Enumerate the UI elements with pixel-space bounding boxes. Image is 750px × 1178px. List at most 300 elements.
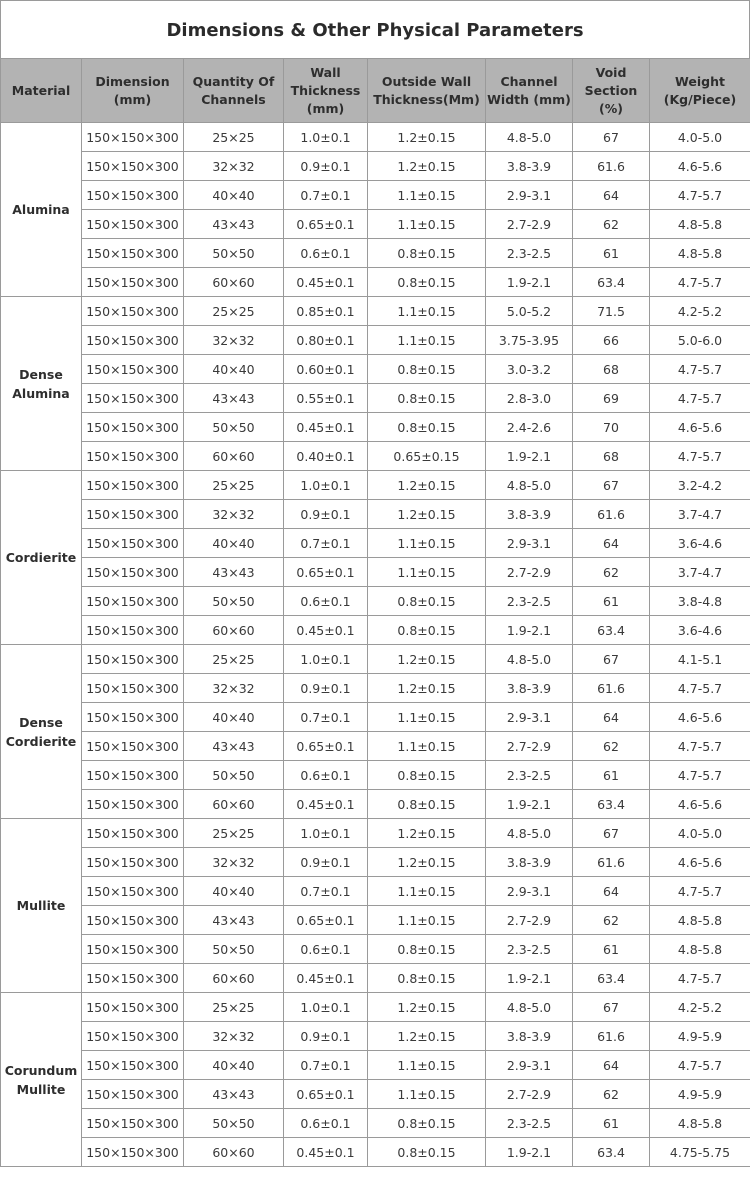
header-channel-width bbox=[486, 59, 573, 123]
table-row bbox=[1, 471, 750, 500]
channel-quantity-cell: 25×25 bbox=[184, 645, 284, 674]
header-dimension-unit: (mm) bbox=[113, 91, 152, 107]
table-row bbox=[1, 413, 750, 442]
channel-quantity-cell: 40×40 bbox=[184, 1051, 284, 1080]
outside-wall-cell: 1.2±0.15 bbox=[368, 674, 486, 703]
header-wall-thickness bbox=[284, 59, 368, 123]
void-section-cell: 64 bbox=[573, 703, 650, 732]
weight-cell: 4.7-5.7 bbox=[650, 877, 750, 906]
dimension-cell: 150×150×300 bbox=[82, 1022, 184, 1051]
table-row bbox=[1, 500, 750, 529]
channel-width-cell: 4.8-5.0 bbox=[486, 123, 573, 152]
weight-cell: 4.2-5.2 bbox=[650, 993, 750, 1022]
dimension-cell: 150×150×300 bbox=[82, 297, 184, 326]
weight-cell: 4.9-5.9 bbox=[650, 1080, 750, 1109]
weight-cell: 4.7-5.7 bbox=[650, 268, 750, 297]
channel-quantity-cell: 25×25 bbox=[184, 471, 284, 500]
wall-thickness-cell: 0.9±0.1 bbox=[284, 848, 368, 877]
channel-width-cell: 2.8-3.0 bbox=[486, 384, 573, 413]
material-cell bbox=[1, 297, 82, 471]
weight-cell: 4.6-5.6 bbox=[650, 413, 750, 442]
wall-thickness-cell: 0.9±0.1 bbox=[284, 1022, 368, 1051]
channel-quantity-cell: 60×60 bbox=[184, 964, 284, 993]
void-section-cell: 64 bbox=[573, 181, 650, 210]
wall-thickness-cell: 0.7±0.1 bbox=[284, 1051, 368, 1080]
channel-width-cell: 4.8-5.0 bbox=[486, 471, 573, 500]
channel-quantity-cell: 32×32 bbox=[184, 674, 284, 703]
table-row bbox=[1, 384, 750, 413]
material-cell bbox=[1, 645, 82, 819]
channel-quantity-cell: 32×32 bbox=[184, 848, 284, 877]
page-title: Dimensions & Other Physical Parameters bbox=[0, 0, 750, 59]
channel-width-cell: 1.9-2.1 bbox=[486, 964, 573, 993]
void-section-cell: 61 bbox=[573, 587, 650, 616]
outside-wall-cell: 1.1±0.15 bbox=[368, 181, 486, 210]
void-section-cell: 71.5 bbox=[573, 297, 650, 326]
channel-width-cell: 2.7-2.9 bbox=[486, 906, 573, 935]
header-material-line: Material bbox=[11, 82, 71, 98]
outside-wall-cell: 1.2±0.15 bbox=[368, 848, 486, 877]
void-section-cell: 63.4 bbox=[573, 964, 650, 993]
table-row bbox=[1, 442, 750, 471]
header-outside-wall bbox=[368, 59, 486, 123]
material-name: Dense bbox=[19, 714, 63, 730]
table-row bbox=[1, 1051, 750, 1080]
channel-quantity-cell: 25×25 bbox=[184, 297, 284, 326]
channel-quantity-cell: 32×32 bbox=[184, 152, 284, 181]
wall-thickness-cell: 0.45±0.1 bbox=[284, 616, 368, 645]
void-section-cell: 70 bbox=[573, 413, 650, 442]
dimension-cell: 150×150×300 bbox=[82, 413, 184, 442]
void-section-cell: 61.6 bbox=[573, 500, 650, 529]
wall-thickness-cell: 0.7±0.1 bbox=[284, 181, 368, 210]
outside-wall-cell: 1.1±0.15 bbox=[368, 210, 486, 239]
weight-cell: 4.0-5.0 bbox=[650, 819, 750, 848]
wall-thickness-cell: 0.6±0.1 bbox=[284, 587, 368, 616]
weight-cell: 4.8-5.8 bbox=[650, 906, 750, 935]
channel-width-cell: 2.7-2.9 bbox=[486, 1080, 573, 1109]
channel-quantity-cell: 40×40 bbox=[184, 877, 284, 906]
wall-thickness-cell: 1.0±0.1 bbox=[284, 123, 368, 152]
outside-wall-cell: 1.2±0.15 bbox=[368, 645, 486, 674]
header-channel-width-unit: Width (mm) bbox=[487, 91, 571, 107]
outside-wall-cell: 0.8±0.15 bbox=[368, 1138, 486, 1167]
channel-quantity-cell: 32×32 bbox=[184, 1022, 284, 1051]
void-section-cell: 68 bbox=[573, 355, 650, 384]
channel-quantity-cell: 40×40 bbox=[184, 355, 284, 384]
dimension-cell: 150×150×300 bbox=[82, 819, 184, 848]
table-row bbox=[1, 790, 750, 819]
void-section-cell: 68 bbox=[573, 442, 650, 471]
weight-cell: 4.1-5.1 bbox=[650, 645, 750, 674]
wall-thickness-cell: 0.45±0.1 bbox=[284, 790, 368, 819]
void-section-cell: 63.4 bbox=[573, 790, 650, 819]
dimension-cell: 150×150×300 bbox=[82, 326, 184, 355]
dimension-cell: 150×150×300 bbox=[82, 152, 184, 181]
void-section-cell: 61 bbox=[573, 1109, 650, 1138]
void-section-cell: 62 bbox=[573, 210, 650, 239]
dimension-cell: 150×150×300 bbox=[82, 181, 184, 210]
table-row bbox=[1, 210, 750, 239]
weight-cell: 4.7-5.7 bbox=[650, 384, 750, 413]
channel-quantity-cell: 43×43 bbox=[184, 210, 284, 239]
dimension-cell: 150×150×300 bbox=[82, 877, 184, 906]
dimension-cell: 150×150×300 bbox=[82, 674, 184, 703]
weight-cell: 4.75-5.75 bbox=[650, 1138, 750, 1167]
wall-thickness-cell: 0.45±0.1 bbox=[284, 268, 368, 297]
material-name: Cordierite bbox=[5, 733, 77, 749]
dimension-cell: 150×150×300 bbox=[82, 384, 184, 413]
void-section-cell: 67 bbox=[573, 123, 650, 152]
table-row bbox=[1, 529, 750, 558]
dimension-cell: 150×150×300 bbox=[82, 587, 184, 616]
outside-wall-cell: 1.2±0.15 bbox=[368, 819, 486, 848]
channel-quantity-cell: 43×43 bbox=[184, 384, 284, 413]
channel-width-cell: 1.9-2.1 bbox=[486, 790, 573, 819]
table-row bbox=[1, 181, 750, 210]
channel-width-cell: 1.9-2.1 bbox=[486, 268, 573, 297]
header-weight bbox=[650, 59, 750, 123]
wall-thickness-cell: 0.7±0.1 bbox=[284, 877, 368, 906]
outside-wall-cell: 1.1±0.15 bbox=[368, 906, 486, 935]
header-channel-width-line: Channel bbox=[500, 73, 558, 89]
outside-wall-cell: 1.1±0.15 bbox=[368, 703, 486, 732]
channel-width-cell: 2.7-2.9 bbox=[486, 732, 573, 761]
dimension-cell: 150×150×300 bbox=[82, 123, 184, 152]
channel-width-cell: 2.9-3.1 bbox=[486, 703, 573, 732]
channel-quantity-cell: 25×25 bbox=[184, 993, 284, 1022]
channel-quantity-cell: 43×43 bbox=[184, 906, 284, 935]
weight-cell: 4.7-5.7 bbox=[650, 355, 750, 384]
table-row bbox=[1, 1022, 750, 1051]
void-section-cell: 67 bbox=[573, 819, 650, 848]
table-row bbox=[1, 993, 750, 1022]
material-name: Cordierite bbox=[5, 550, 77, 565]
channel-width-cell: 2.9-3.1 bbox=[486, 529, 573, 558]
void-section-cell: 61.6 bbox=[573, 152, 650, 181]
channel-quantity-cell: 50×50 bbox=[184, 935, 284, 964]
weight-cell: 4.6-5.6 bbox=[650, 703, 750, 732]
channel-width-cell: 1.9-2.1 bbox=[486, 1138, 573, 1167]
outside-wall-cell: 1.1±0.15 bbox=[368, 1080, 486, 1109]
channel-quantity-cell: 32×32 bbox=[184, 500, 284, 529]
table-row bbox=[1, 1080, 750, 1109]
wall-thickness-cell: 1.0±0.1 bbox=[284, 471, 368, 500]
weight-cell: 4.8-5.8 bbox=[650, 239, 750, 268]
table-row bbox=[1, 616, 750, 645]
weight-cell: 4.7-5.7 bbox=[650, 442, 750, 471]
header-wall-thickness-line: Wall bbox=[310, 64, 341, 80]
void-section-cell: 61.6 bbox=[573, 674, 650, 703]
channel-width-cell: 3.8-3.9 bbox=[486, 848, 573, 877]
wall-thickness-cell: 0.6±0.1 bbox=[284, 935, 368, 964]
channel-quantity-cell: 40×40 bbox=[184, 703, 284, 732]
weight-cell: 4.9-5.9 bbox=[650, 1022, 750, 1051]
outside-wall-cell: 0.8±0.15 bbox=[368, 384, 486, 413]
channel-width-cell: 1.9-2.1 bbox=[486, 442, 573, 471]
outside-wall-cell: 0.8±0.15 bbox=[368, 587, 486, 616]
header-quantity-line: Channels bbox=[201, 91, 266, 107]
wall-thickness-cell: 1.0±0.1 bbox=[284, 819, 368, 848]
wall-thickness-cell: 0.9±0.1 bbox=[284, 674, 368, 703]
outside-wall-cell: 0.8±0.15 bbox=[368, 790, 486, 819]
outside-wall-cell: 0.8±0.15 bbox=[368, 355, 486, 384]
wall-thickness-cell: 0.7±0.1 bbox=[284, 703, 368, 732]
dimension-cell: 150×150×300 bbox=[82, 935, 184, 964]
weight-cell: 4.7-5.7 bbox=[650, 674, 750, 703]
channel-quantity-cell: 40×40 bbox=[184, 181, 284, 210]
wall-thickness-cell: 0.55±0.1 bbox=[284, 384, 368, 413]
table-row bbox=[1, 877, 750, 906]
dimension-cell: 150×150×300 bbox=[82, 442, 184, 471]
outside-wall-cell: 0.8±0.15 bbox=[368, 239, 486, 268]
table-row bbox=[1, 819, 750, 848]
dimension-cell: 150×150×300 bbox=[82, 529, 184, 558]
channel-quantity-cell: 60×60 bbox=[184, 268, 284, 297]
channel-quantity-cell: 60×60 bbox=[184, 616, 284, 645]
weight-cell: 4.7-5.7 bbox=[650, 761, 750, 790]
weight-cell: 4.8-5.8 bbox=[650, 1109, 750, 1138]
outside-wall-cell: 1.1±0.15 bbox=[368, 1051, 486, 1080]
void-section-cell: 64 bbox=[573, 529, 650, 558]
wall-thickness-cell: 0.65±0.1 bbox=[284, 558, 368, 587]
outside-wall-cell: 1.1±0.15 bbox=[368, 326, 486, 355]
weight-cell: 4.7-5.7 bbox=[650, 181, 750, 210]
table-row bbox=[1, 326, 750, 355]
void-section-cell: 67 bbox=[573, 993, 650, 1022]
channel-width-cell: 2.9-3.1 bbox=[486, 1051, 573, 1080]
channel-quantity-cell: 25×25 bbox=[184, 819, 284, 848]
dimension-cell: 150×150×300 bbox=[82, 993, 184, 1022]
header-outside-wall-line: Outside Wall bbox=[381, 73, 472, 89]
channel-quantity-cell: 40×40 bbox=[184, 529, 284, 558]
void-section-cell: 63.4 bbox=[573, 616, 650, 645]
wall-thickness-cell: 0.65±0.1 bbox=[284, 1080, 368, 1109]
weight-cell: 4.8-5.8 bbox=[650, 935, 750, 964]
table-row bbox=[1, 964, 750, 993]
void-section-cell: 63.4 bbox=[573, 268, 650, 297]
outside-wall-cell: 1.1±0.15 bbox=[368, 732, 486, 761]
channel-quantity-cell: 43×43 bbox=[184, 558, 284, 587]
channel-width-cell: 2.3-2.5 bbox=[486, 935, 573, 964]
channel-width-cell: 3.75-3.95 bbox=[486, 326, 573, 355]
dimension-cell: 150×150×300 bbox=[82, 500, 184, 529]
channel-quantity-cell: 50×50 bbox=[184, 1109, 284, 1138]
weight-cell: 4.6-5.6 bbox=[650, 152, 750, 181]
wall-thickness-cell: 0.65±0.1 bbox=[284, 210, 368, 239]
channel-width-cell: 1.9-2.1 bbox=[486, 616, 573, 645]
dimension-cell: 150×150×300 bbox=[82, 645, 184, 674]
outside-wall-cell: 1.1±0.15 bbox=[368, 877, 486, 906]
dimension-cell: 150×150×300 bbox=[82, 964, 184, 993]
void-section-cell: 67 bbox=[573, 645, 650, 674]
channel-quantity-cell: 50×50 bbox=[184, 761, 284, 790]
material-name: Dense bbox=[19, 366, 63, 382]
material-cell bbox=[1, 819, 82, 993]
dimension-cell: 150×150×300 bbox=[82, 268, 184, 297]
weight-cell: 4.7-5.7 bbox=[650, 732, 750, 761]
outside-wall-cell: 1.1±0.15 bbox=[368, 529, 486, 558]
channel-quantity-cell: 50×50 bbox=[184, 587, 284, 616]
dimension-cell: 150×150×300 bbox=[82, 790, 184, 819]
channel-width-cell: 3.8-3.9 bbox=[486, 152, 573, 181]
wall-thickness-cell: 0.60±0.1 bbox=[284, 355, 368, 384]
channel-width-cell: 2.4-2.6 bbox=[486, 413, 573, 442]
wall-thickness-cell: 0.80±0.1 bbox=[284, 326, 368, 355]
outside-wall-cell: 1.2±0.15 bbox=[368, 993, 486, 1022]
table-row bbox=[1, 152, 750, 181]
channel-quantity-cell: 60×60 bbox=[184, 1138, 284, 1167]
table-body bbox=[1, 123, 750, 1167]
dimension-cell: 150×150×300 bbox=[82, 703, 184, 732]
dimension-cell: 150×150×300 bbox=[82, 732, 184, 761]
void-section-cell: 63.4 bbox=[573, 1138, 650, 1167]
wall-thickness-cell: 0.40±0.1 bbox=[284, 442, 368, 471]
wall-thickness-cell: 0.45±0.1 bbox=[284, 964, 368, 993]
channel-width-cell: 2.3-2.5 bbox=[486, 761, 573, 790]
wall-thickness-cell: 0.45±0.1 bbox=[284, 1138, 368, 1167]
void-section-cell: 61.6 bbox=[573, 1022, 650, 1051]
wall-thickness-cell: 0.9±0.1 bbox=[284, 152, 368, 181]
weight-cell: 3.7-4.7 bbox=[650, 558, 750, 587]
void-section-cell: 64 bbox=[573, 877, 650, 906]
channel-quantity-cell: 60×60 bbox=[184, 442, 284, 471]
table-row bbox=[1, 761, 750, 790]
outside-wall-cell: 1.1±0.15 bbox=[368, 297, 486, 326]
table-row bbox=[1, 297, 750, 326]
dimension-cell: 150×150×300 bbox=[82, 355, 184, 384]
table-row bbox=[1, 848, 750, 877]
table-row bbox=[1, 935, 750, 964]
header-void-section-line: Void bbox=[595, 64, 627, 80]
outside-wall-cell: 0.8±0.15 bbox=[368, 268, 486, 297]
material-name: Mullite bbox=[16, 898, 66, 913]
dimension-cell: 150×150×300 bbox=[82, 558, 184, 587]
channel-width-cell: 2.7-2.9 bbox=[486, 210, 573, 239]
outside-wall-cell: 0.8±0.15 bbox=[368, 761, 486, 790]
channel-width-cell: 3.8-3.9 bbox=[486, 674, 573, 703]
void-section-cell: 61.6 bbox=[573, 848, 650, 877]
outside-wall-cell: 0.8±0.15 bbox=[368, 413, 486, 442]
header-void-section bbox=[573, 59, 650, 123]
material-cell bbox=[1, 993, 82, 1167]
channel-quantity-cell: 43×43 bbox=[184, 732, 284, 761]
channel-width-cell: 2.3-2.5 bbox=[486, 587, 573, 616]
outside-wall-cell: 1.2±0.15 bbox=[368, 471, 486, 500]
material-name: Alumina bbox=[12, 202, 70, 217]
weight-cell: 3.2-4.2 bbox=[650, 471, 750, 500]
wall-thickness-cell: 1.0±0.1 bbox=[284, 993, 368, 1022]
wall-thickness-cell: 0.45±0.1 bbox=[284, 413, 368, 442]
dimension-cell: 150×150×300 bbox=[82, 471, 184, 500]
header-wall-thickness-line: Thickness bbox=[290, 82, 361, 98]
wall-thickness-cell: 0.65±0.1 bbox=[284, 732, 368, 761]
header-weight-unit: (Kg/Piece) bbox=[663, 91, 737, 107]
weight-cell: 4.7-5.7 bbox=[650, 964, 750, 993]
dimension-cell: 150×150×300 bbox=[82, 848, 184, 877]
parameters-table bbox=[0, 58, 750, 1167]
channel-width-cell: 4.8-5.0 bbox=[486, 819, 573, 848]
weight-cell: 3.6-4.6 bbox=[650, 616, 750, 645]
channel-quantity-cell: 43×43 bbox=[184, 1080, 284, 1109]
header-quantity bbox=[184, 59, 284, 123]
header-void-section-unit: (%) bbox=[599, 100, 623, 116]
header-void-section-line: Section bbox=[584, 82, 638, 98]
table-row bbox=[1, 906, 750, 935]
wall-thickness-cell: 0.9±0.1 bbox=[284, 500, 368, 529]
weight-cell: 4.6-5.6 bbox=[650, 790, 750, 819]
weight-cell: 4.7-5.7 bbox=[650, 1051, 750, 1080]
channel-width-cell: 2.7-2.9 bbox=[486, 558, 573, 587]
void-section-cell: 61 bbox=[573, 761, 650, 790]
channel-width-cell: 4.8-5.0 bbox=[486, 645, 573, 674]
dimension-cell: 150×150×300 bbox=[82, 616, 184, 645]
channel-width-cell: 2.9-3.1 bbox=[486, 877, 573, 906]
outside-wall-cell: 1.1±0.15 bbox=[368, 558, 486, 587]
weight-cell: 4.8-5.8 bbox=[650, 210, 750, 239]
table-row bbox=[1, 703, 750, 732]
weight-cell: 4.2-5.2 bbox=[650, 297, 750, 326]
table-row bbox=[1, 123, 750, 152]
outside-wall-cell: 1.2±0.15 bbox=[368, 1022, 486, 1051]
void-section-cell: 62 bbox=[573, 732, 650, 761]
table-row bbox=[1, 558, 750, 587]
channel-width-cell: 3.8-3.9 bbox=[486, 500, 573, 529]
channel-quantity-cell: 50×50 bbox=[184, 413, 284, 442]
void-section-cell: 62 bbox=[573, 1080, 650, 1109]
weight-cell: 4.6-5.6 bbox=[650, 848, 750, 877]
channel-width-cell: 5.0-5.2 bbox=[486, 297, 573, 326]
outside-wall-cell: 0.65±0.15 bbox=[368, 442, 486, 471]
wall-thickness-cell: 1.0±0.1 bbox=[284, 645, 368, 674]
channel-width-cell: 2.3-2.5 bbox=[486, 239, 573, 268]
void-section-cell: 61 bbox=[573, 239, 650, 268]
material-name: Alumina bbox=[12, 385, 70, 401]
dimension-cell: 150×150×300 bbox=[82, 761, 184, 790]
channel-quantity-cell: 32×32 bbox=[184, 326, 284, 355]
outside-wall-cell: 1.2±0.15 bbox=[368, 500, 486, 529]
dimension-cell: 150×150×300 bbox=[82, 239, 184, 268]
void-section-cell: 62 bbox=[573, 906, 650, 935]
wall-thickness-cell: 0.85±0.1 bbox=[284, 297, 368, 326]
table-row bbox=[1, 268, 750, 297]
channel-width-cell: 3.0-3.2 bbox=[486, 355, 573, 384]
header-wall-thickness-unit: (mm) bbox=[306, 100, 345, 116]
header-row bbox=[1, 59, 750, 123]
table-row bbox=[1, 1109, 750, 1138]
channel-width-cell: 3.8-3.9 bbox=[486, 1022, 573, 1051]
table-row bbox=[1, 674, 750, 703]
header-outside-wall-unit: Thickness(Mm) bbox=[373, 91, 480, 107]
header-dimension-line: Dimension bbox=[95, 73, 170, 89]
header-weight-line: Weight bbox=[675, 73, 725, 89]
weight-cell: 4.0-5.0 bbox=[650, 123, 750, 152]
channel-quantity-cell: 50×50 bbox=[184, 239, 284, 268]
void-section-cell: 61 bbox=[573, 935, 650, 964]
void-section-cell: 67 bbox=[573, 471, 650, 500]
header-quantity-line: Quantity Of bbox=[192, 73, 275, 89]
dimension-cell: 150×150×300 bbox=[82, 210, 184, 239]
material-cell bbox=[1, 123, 82, 297]
weight-cell: 5.0-6.0 bbox=[650, 326, 750, 355]
table-row bbox=[1, 732, 750, 761]
weight-cell: 3.6-4.6 bbox=[650, 529, 750, 558]
table-row bbox=[1, 587, 750, 616]
channel-quantity-cell: 25×25 bbox=[184, 123, 284, 152]
wall-thickness-cell: 0.6±0.1 bbox=[284, 1109, 368, 1138]
outside-wall-cell: 1.2±0.15 bbox=[368, 123, 486, 152]
wall-thickness-cell: 0.65±0.1 bbox=[284, 906, 368, 935]
